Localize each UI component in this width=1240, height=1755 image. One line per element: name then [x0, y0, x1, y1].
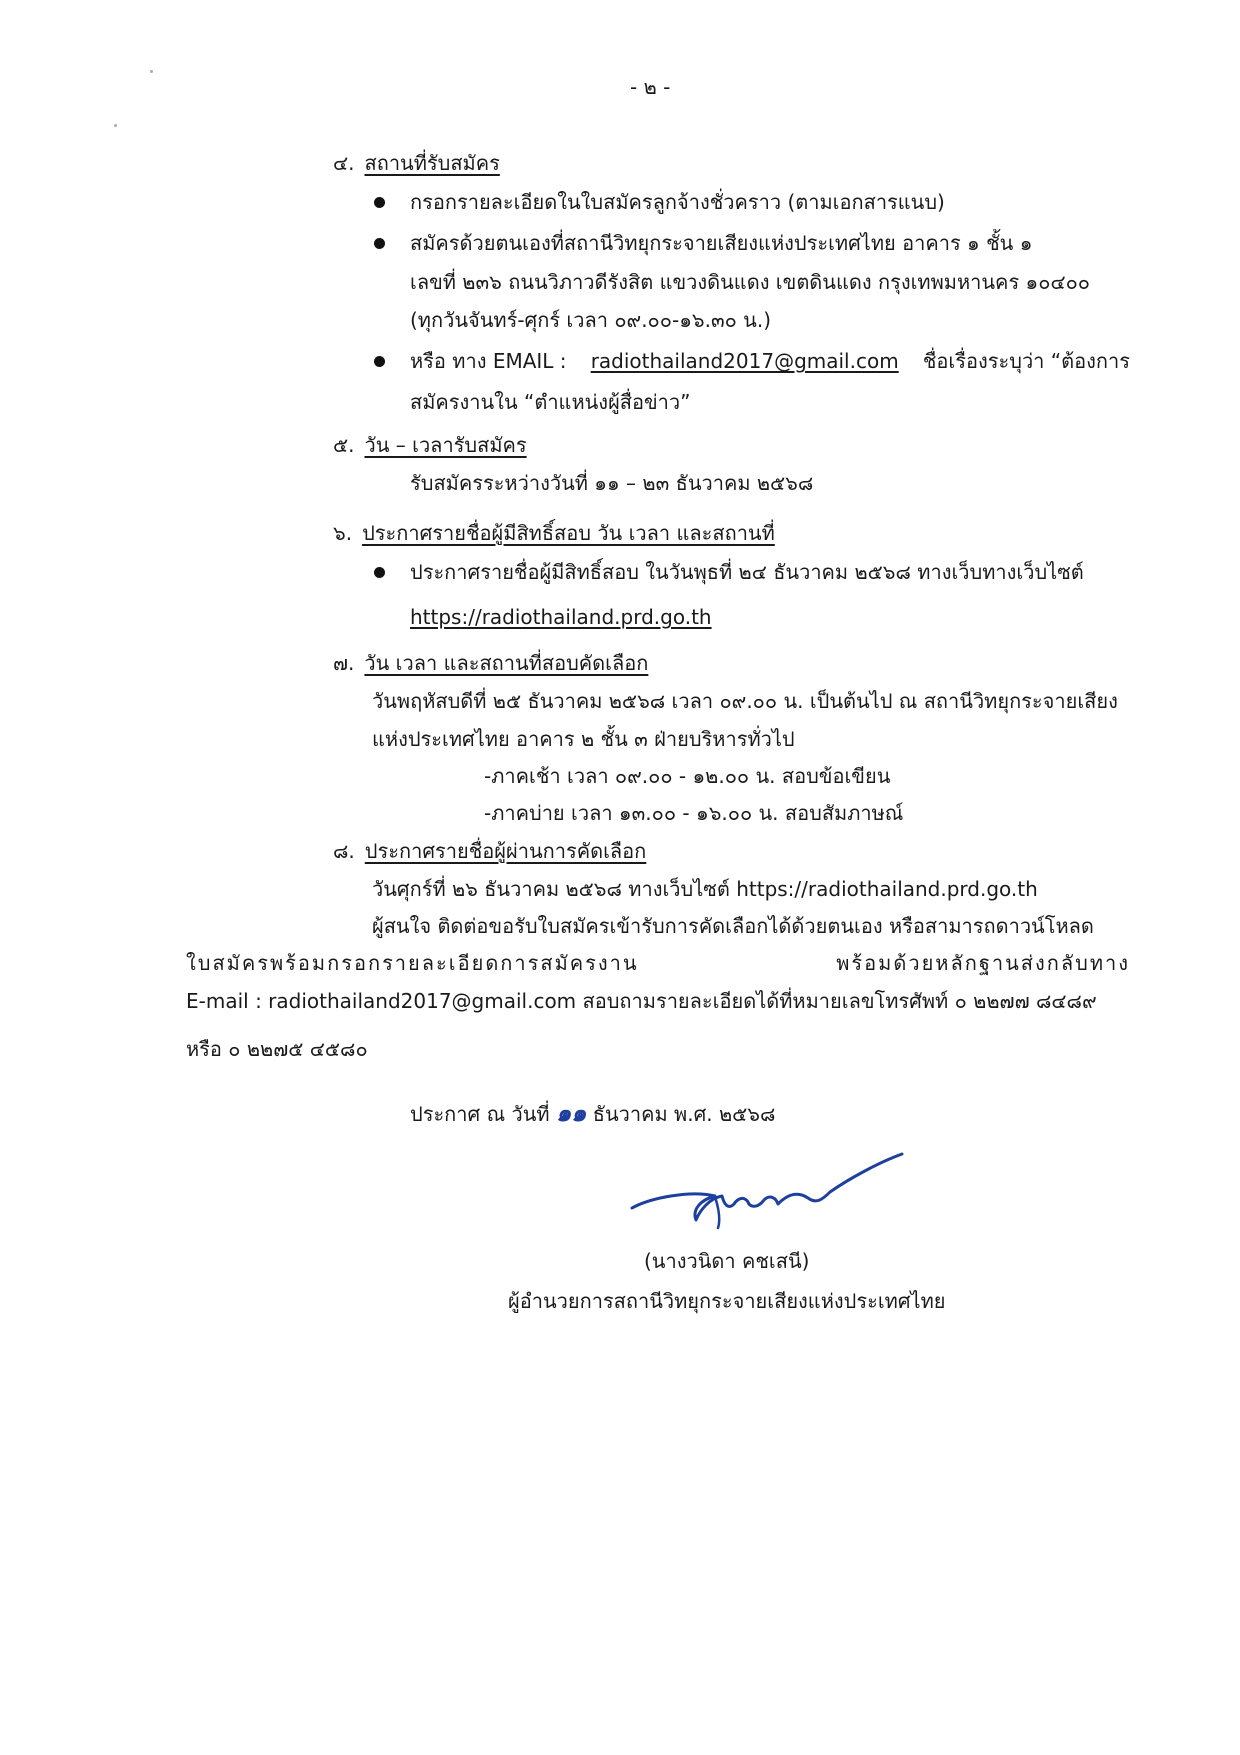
- handwritten-day: ๑๑: [555, 1098, 587, 1127]
- s8-line-5: หรือ ๐ ๒๒๗๕ ๔๕๘๐: [186, 1037, 368, 1061]
- s4-bullet-2-line-3: (ทุกวันจันทร์-ศุกร์ เวลา ๐๙.๐๐-๑๖.๓๐ น.): [410, 308, 772, 332]
- s6-bullet-1: ประกาศรายชื่อผู้มีสิทธิ์สอบ ในวันพุธที่ ๒๔ ธันวาคม ๒๕๖๘ ทางเว็บทางเว็บไซต์: [410, 560, 1084, 584]
- email-suffix: ชื่อเรื่องระบุว่า “ต้องการ: [922, 349, 1130, 373]
- announce-suffix: ธันวาคม พ.ศ. ๒๕๖๘: [592, 1102, 776, 1126]
- signer-name: (นางวนิดา คชเสนี): [644, 1249, 810, 1273]
- s7-line-4: -ภาคบ่าย เวลา ๑๓.๐๐ - ๑๖.๐๐ น. สอบสัมภาษณ์: [484, 801, 904, 825]
- s7-line-3: -ภาคเช้า เวลา ๐๙.๐๐ - ๑๒.๐๐ น. สอบข้อเขียน: [484, 764, 891, 788]
- s4-bullet-1: กรอกรายละเอียดในใบสมัครลูกจ้างชั่วคราว (ตามเอกสารแนบ): [410, 190, 945, 214]
- s8-line-1: วันศุกร์ที่ ๒๖ ธันวาคม ๒๕๖๘ ทางเว็บไซต์ https://radiothailand.prd.go.th: [372, 877, 1038, 901]
- bullet-icon: [374, 197, 385, 208]
- bullet-icon: [374, 567, 385, 578]
- section-number: ๔.: [333, 151, 355, 175]
- section-5-heading: [333, 432, 527, 458]
- s7-line-2: แห่งประเทศไทย อาคาร ๒ ชั้น ๓ ฝ่ายบริหารทั่วไป: [372, 727, 795, 751]
- signer-title: ผู้อำนวยการสถานีวิทยุกระจายเสียงแห่งประเทศไทย: [508, 1289, 946, 1313]
- section-number: ๖.: [333, 521, 353, 545]
- announce-prefix: ประกาศ ณ วันที่: [410, 1102, 550, 1126]
- section-number: ๗.: [333, 651, 355, 675]
- s4-bullet-2-line-2: เลขที่ ๒๓๖ ถนนวิภาวดีรังสิต แขวงดินแดง เขตดินแดง กรุงเทพมหานคร ๑๐๔๐๐: [410, 270, 1090, 294]
- scan-speck: [114, 124, 117, 127]
- s4-bullet-3-line-1: [410, 348, 1130, 374]
- s8-line-2: ผู้สนใจ ติดต่อขอรับใบสมัครเข้ารับการคัดเลือกได้ด้วยตนเอง หรือสามารถดาวน์โหลด: [372, 914, 1094, 938]
- s8-line-4: E-mail : radiothailand2017@gmail.com สอบถามรายละเอียดได้ที่หมายเลขโทรศัพท์ ๐ ๒๒๗๗ ๘๔๘๙: [186, 989, 1097, 1013]
- announcement-date: [410, 1100, 775, 1127]
- s5-line: รับสมัครระหว่างวันที่ ๑๑ – ๒๓ ธันวาคม ๒๕๖๘: [410, 471, 814, 495]
- heading-text: ประกาศรายชื่อผู้ผ่านการคัดเลือก: [364, 839, 647, 863]
- bullet-icon: [374, 356, 385, 367]
- section-7-heading: [333, 650, 648, 676]
- s7-line-1: วันพฤหัสบดีที่ ๒๕ ธันวาคม ๒๕๖๘ เวลา ๐๙.๐๐ น. เป็นต้นไป ณ สถานีวิทยุกระจายเสียง: [372, 689, 1118, 713]
- signature-image: [620, 1150, 910, 1230]
- s6-url-link[interactable]: https://radiothailand.prd.go.th: [410, 605, 712, 629]
- section-number: ๕.: [333, 433, 355, 457]
- section-6-heading: [333, 520, 775, 546]
- s4-bullet-2-line-1: สมัครด้วยตนเองที่สถานีวิทยุกระจายเสียงแห่งประเทศไทย อาคาร ๑ ชั้น ๑: [410, 231, 1033, 255]
- section-8-heading: [333, 838, 646, 864]
- email-prefix: หรือ ทาง EMAIL :: [410, 349, 567, 373]
- heading-text: วัน – เวลารับสมัคร: [364, 433, 527, 457]
- s4-bullet-3-line-2: สมัครงานใน “ตำแหน่งผู้สื่อข่าว”: [410, 390, 691, 414]
- section-4-heading: [333, 150, 500, 176]
- s8-line-3-part-1: ใบสมัครพร้อมกรอกรายละเอียดการสมัครงาน: [186, 951, 639, 975]
- s8-line-3: [186, 950, 1130, 976]
- heading-text: สถานที่รับสมัคร: [364, 151, 500, 175]
- s8-line-3-part-2: พร้อมด้วยหลักฐานส่งกลับทาง: [836, 951, 1130, 975]
- section-number: ๘.: [333, 839, 355, 863]
- page-number: - ๒ -: [630, 75, 671, 99]
- email-link[interactable]: radiothailand2017@gmail.com: [590, 349, 899, 373]
- bullet-icon: [374, 238, 385, 249]
- heading-text: ประกาศรายชื่อผู้มีสิทธิ์สอบ วัน เวลา และสถานที่: [362, 521, 775, 545]
- heading-text: วัน เวลา และสถานที่สอบคัดเลือก: [364, 651, 649, 675]
- scan-speck: [150, 70, 153, 73]
